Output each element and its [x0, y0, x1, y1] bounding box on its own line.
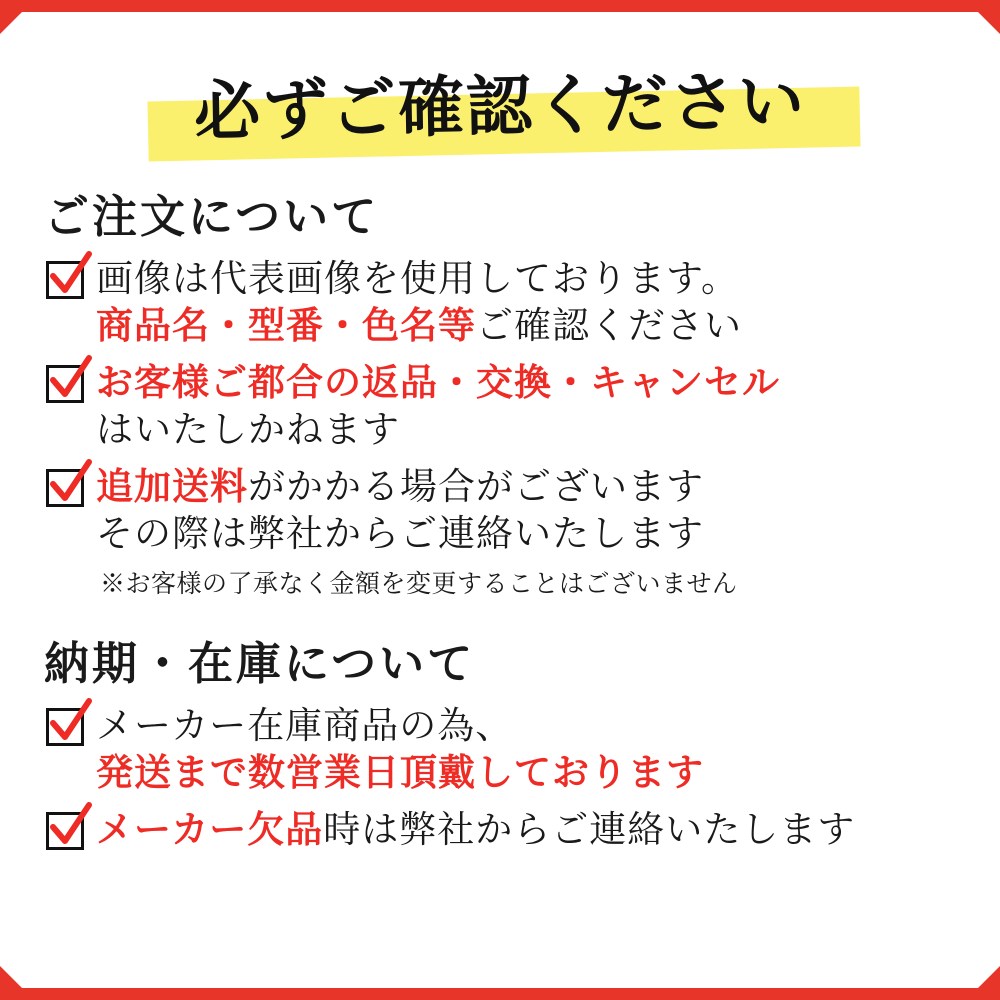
checkbox-checked-icon: [46, 708, 84, 746]
text-segment: メーカー欠品: [96, 807, 324, 851]
footnote: ※お客様の了承なく金額を変更することはございません: [100, 569, 738, 598]
corner-accent-bottom-left: [0, 966, 22, 988]
checkbox-checked-icon: [46, 469, 84, 507]
list-item: [46, 702, 1000, 796]
section-heading-order: ご注文について: [44, 190, 380, 243]
text-line: 画像は代表画像を使用しております。: [96, 257, 740, 300]
text-line: [96, 806, 1000, 853]
corner-accent-top-left: [0, 12, 22, 34]
section-delivery-stock: [0, 627, 1000, 853]
page-title: [0, 54, 1000, 164]
text-segment: がかかる場合がございます: [248, 465, 704, 508]
text-segment: 時は弊社からご連絡いたします: [323, 808, 856, 851]
section-order: [0, 180, 1000, 601]
text-line: はいたしかねます: [96, 408, 400, 451]
text-segment: 商品名・型番・色名等: [96, 303, 476, 347]
corner-accent-bottom-right: [978, 966, 1000, 988]
list-item: [46, 359, 1000, 453]
text-segment: ご確認ください: [476, 304, 742, 347]
notice-content: [0, 24, 1000, 863]
text-line: メーカー在庫商品の為、: [96, 704, 514, 747]
list-item-text: [96, 702, 1000, 796]
text-segment: 追加送料: [96, 464, 248, 508]
text-line: お客様ご都合の返品・交換・キャンセル: [96, 360, 780, 404]
list-item: [46, 255, 1000, 349]
text-line: [96, 302, 1000, 349]
list-item-text: [96, 806, 1000, 853]
text-line: 発送まで数営業日頂戴しております: [96, 750, 704, 794]
list-item: [46, 806, 1000, 853]
corner-accent-top-right: [978, 12, 1000, 34]
list-item-text: [96, 255, 1000, 349]
list-item-text: [96, 463, 1000, 557]
section-heading-delivery-stock: 納期・在庫について: [44, 637, 476, 690]
list-item-text: [96, 359, 1000, 453]
text-line: [96, 463, 1000, 510]
text-line: その際は弊社からご連絡いたします: [96, 512, 704, 555]
list-item: [46, 463, 1000, 557]
checkbox-checked-icon: [46, 812, 84, 850]
checkbox-checked-icon: [46, 365, 84, 403]
checkbox-checked-icon: [46, 261, 84, 299]
page-title-text: 必ずご確認ください: [193, 61, 807, 151]
